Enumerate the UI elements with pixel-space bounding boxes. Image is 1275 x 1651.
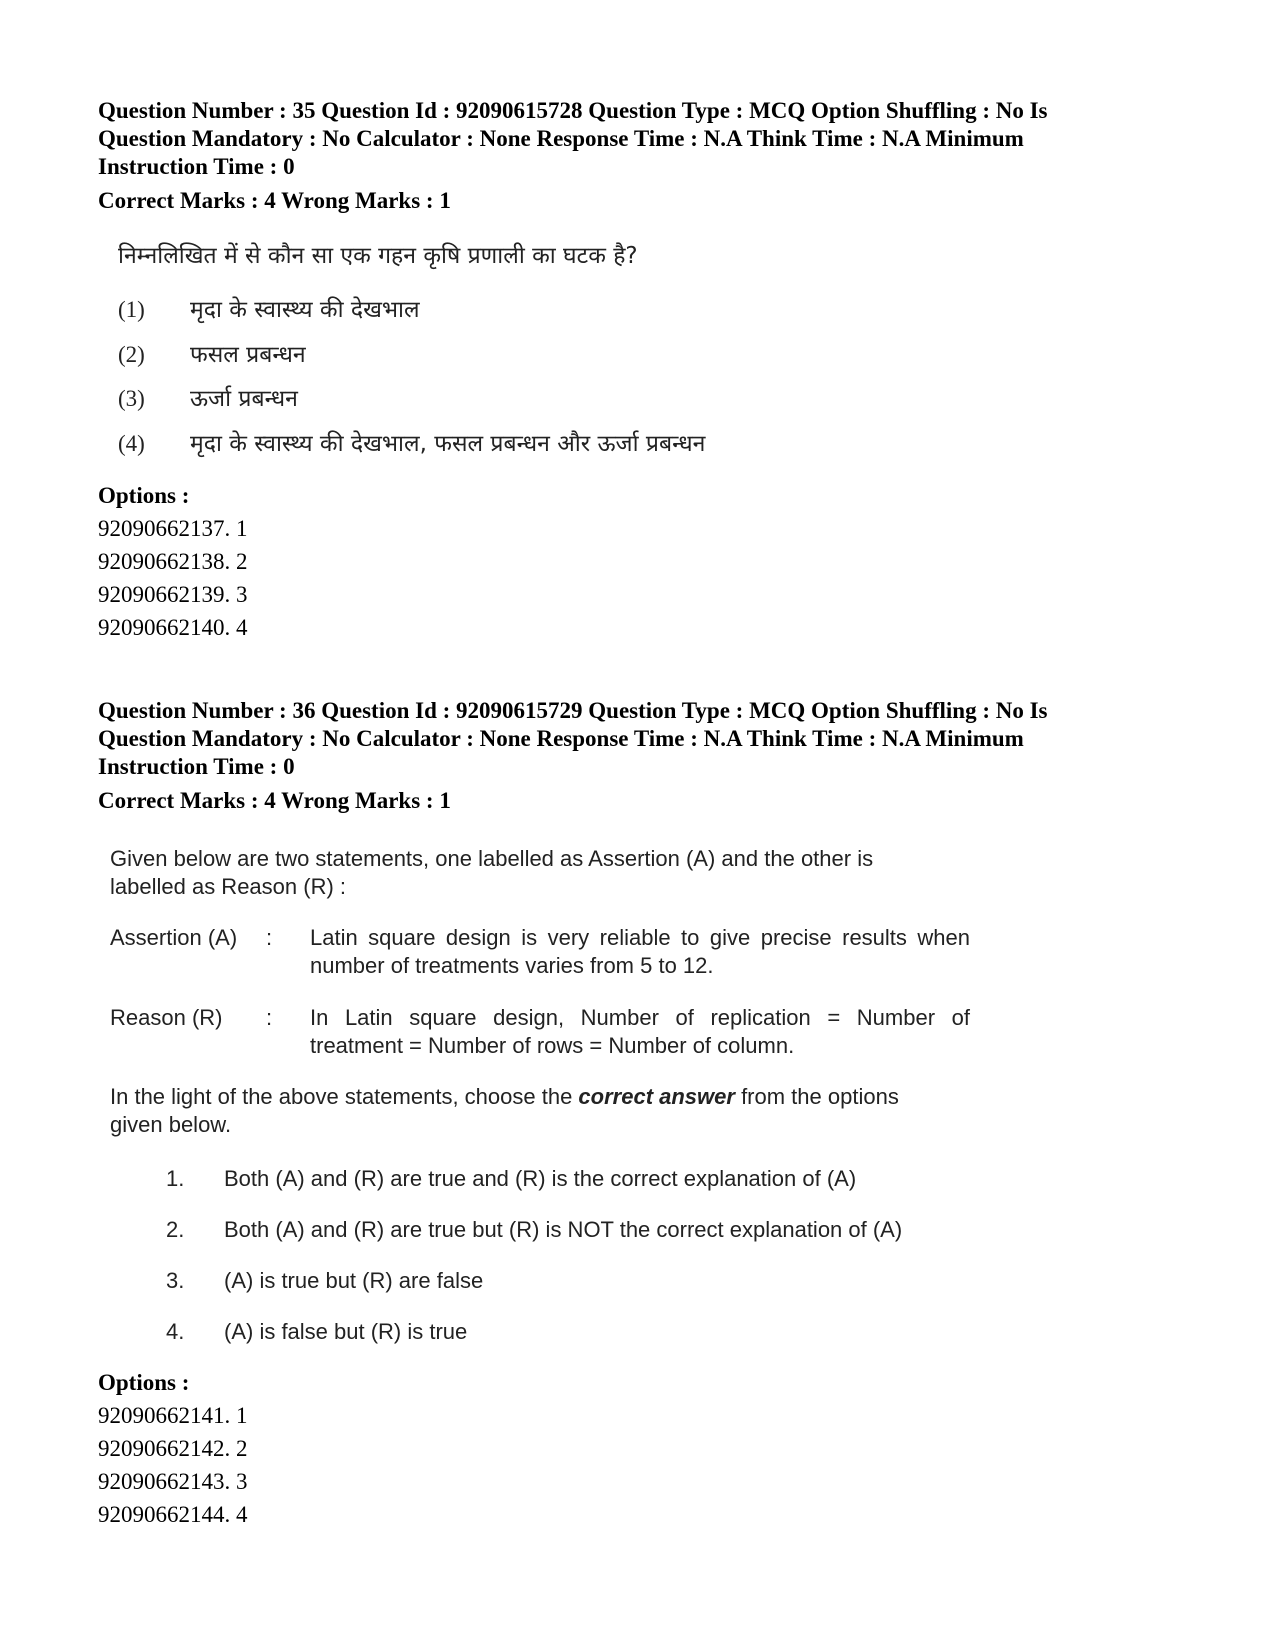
assertion-colon: : [266,925,273,950]
option-id: 92090662143. 3 [98,1469,248,1494]
question-35-choice [118,292,420,324]
question-36-choice [166,1267,483,1295]
option-id: 92090662139. 3 [98,582,248,607]
choice-number: 1. [166,1166,185,1191]
reason-colon: : [266,1005,273,1030]
question-36-intro [110,845,970,901]
question-36-marks: Correct Marks : 4 Wrong Marks : 1 [98,788,451,813]
question-header-line: Question Number : 36 Question Id : 92090615729 Question Type : MCQ Option Shuffling : No Is [98,698,1048,723]
intro-line: labelled as Reason (R) : [110,874,347,899]
choice-number: 4. [166,1319,185,1344]
question-36-header [98,697,1178,781]
question-header-line: Question Mandatory : No Calculator : None Response Time : N.A Think Time : N.A Minimum [98,126,1024,151]
choice-text: ऊर्जा प्रबन्धन [190,386,298,412]
question-header-line: Question Mandatory : No Calculator : None Response Time : N.A Think Time : N.A Minimum [98,726,1024,751]
assertion-text: Latin square design is very reliable to give precise results when number of treatments varies from 5 to 12. [310,925,970,978]
question-header-line: Question Number : 35 Question Id : 92090615728 Question Type : MCQ Option Shuffling : No Is [98,98,1048,123]
option-id: 92090662137. 1 [98,516,248,541]
reason-label: Reason (R) [110,1005,223,1030]
choice-text: फसल प्रबन्धन [190,342,306,368]
choice-text: (A) is true but (R) are false [224,1268,484,1293]
choice-number: (1) [118,297,145,322]
question-36-choice [166,1318,467,1346]
question-35-stem: निम्नलिखित में से कौन सा एक गहन कृषि प्रणाली का घटक है? [118,243,638,269]
option-id: 92090662140. 4 [98,615,248,640]
question-35-choice [118,337,306,369]
choice-number: 2. [166,1217,185,1242]
instruction-emphasis: correct answer [578,1084,735,1109]
intro-line: Given below are two statements, one labelled as Assertion (A) and the other is [110,846,874,871]
choice-text: Both (A) and (R) are true but (R) is NOT the correct explanation of (A) [224,1217,903,1242]
reason-text: In Latin square design, Number of replication = Number of treatment = Number of rows = Number of column. [310,1005,970,1058]
instruction-line [110,1083,990,1111]
choice-number: (2) [118,342,145,367]
choice-number: (4) [118,431,145,456]
question-36-choice [166,1216,902,1244]
question-35-choice [118,381,298,413]
question-header-line: Instruction Time : 0 [98,754,295,779]
instruction-prefix: In the light of the above statements, choose the [110,1084,579,1109]
choice-text: मृदा के स्वास्थ्य की देखभाल [190,297,420,323]
option-id: 92090662141. 1 [98,1403,248,1428]
question-35-header [98,97,1178,181]
assertion-label: Assertion (A) [110,925,238,950]
choice-text: मृदा के स्वास्थ्य की देखभाल, फसल प्रबन्धन और ऊर्जा प्रबन्धन [190,431,706,457]
instruction-suffix: from the options [734,1084,899,1109]
instruction-line: given below. [110,1112,232,1137]
question-36-instruction [110,1083,990,1139]
choice-number: 3. [166,1268,185,1293]
option-id: 92090662138. 2 [98,549,248,574]
question-35-marks: Correct Marks : 4 Wrong Marks : 1 [98,188,451,213]
question-35-options-label: Options : [98,483,190,508]
choice-number: (3) [118,386,145,411]
question-header-line: Instruction Time : 0 [98,154,295,179]
choice-text: (A) is false but (R) is true [224,1319,468,1344]
question-36-options-label: Options : [98,1370,190,1395]
option-id: 92090662144. 4 [98,1502,248,1527]
question-36-choice [166,1165,856,1193]
choice-text: Both (A) and (R) are true and (R) is the correct explanation of (A) [224,1166,857,1191]
question-35-choice [118,426,705,458]
option-id: 92090662142. 2 [98,1436,248,1461]
